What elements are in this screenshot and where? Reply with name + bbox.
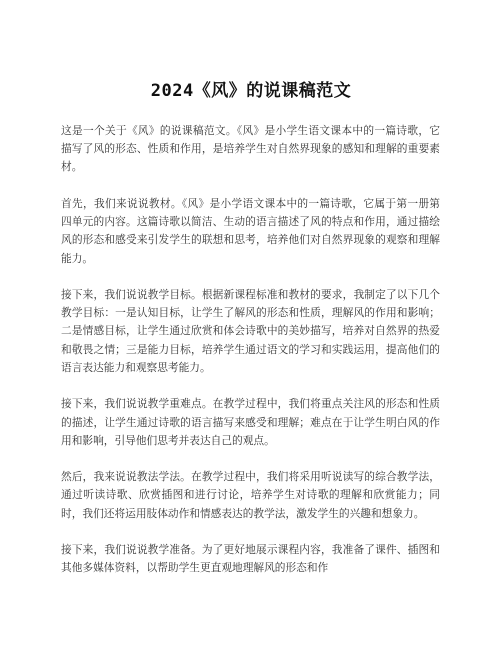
paragraph: 接下来，我们说说教学重难点。在教学过程中，我们将重点关注风的形态和性质的描述，让学生通过诗歌的语言描写来感受和理解；难点在于让学生明白风的作用和影响，引导他们思考并表达自己的观点。 xyxy=(61,397,440,447)
paragraph: 首先，我们来说说教材。《风》是小学语文课本中的一篇诗歌，它属于第一册第四单元的内容。这篇诗歌以简洁、生动的语言描述了风的特点和作用，通过描绘风的形态和感受来引发学生的联想和思考，培养他们对自然界现象的观察和理解能力。 xyxy=(61,196,440,265)
paragraph: 这是一个关于《风》的说课稿范文。《风》是小学生语文课本中的一篇诗歌，它描写了风的形态、性质和作用，是培养学生对自然界现象的感知和理解的重要素材。 xyxy=(61,124,440,174)
paragraph: 接下来，我们说说教学目标。根据新课程标准和教材的要求，我制定了以下几个教学目标：一是认知目标，让学生了解风的形态和性质，理解风的作用和影响；二是情感目标，让学生通过欣赏和体会诗歌中的美妙描写，培养对自然界的热爱和敬畏之情；三是能力目标，培养学生通过语文的学习和实践运用，提高他们的语言表达能力和观察思考能力。 xyxy=(61,288,440,374)
paragraph: 然后，我来说说教法学法。在教学过程中，我们将采用听说读写的综合教学法，通过听读诗歌、欣赏插图和进行讨论，培养学生对诗歌的理解和欣赏能力；同时，我们还将运用肢体动作和情感表达的教学法，激发学生的兴趣和想象力。 xyxy=(61,470,440,520)
paragraph: 接下来，我们说说教学准备。为了更好地展示课程内容，我准备了课件、插图和其他多媒体资料，以帮助学生更直观地理解风的形态和作 xyxy=(61,543,440,575)
document-title: 2024《风》的说课稿范文 xyxy=(150,81,352,101)
document-body xyxy=(61,122,440,596)
